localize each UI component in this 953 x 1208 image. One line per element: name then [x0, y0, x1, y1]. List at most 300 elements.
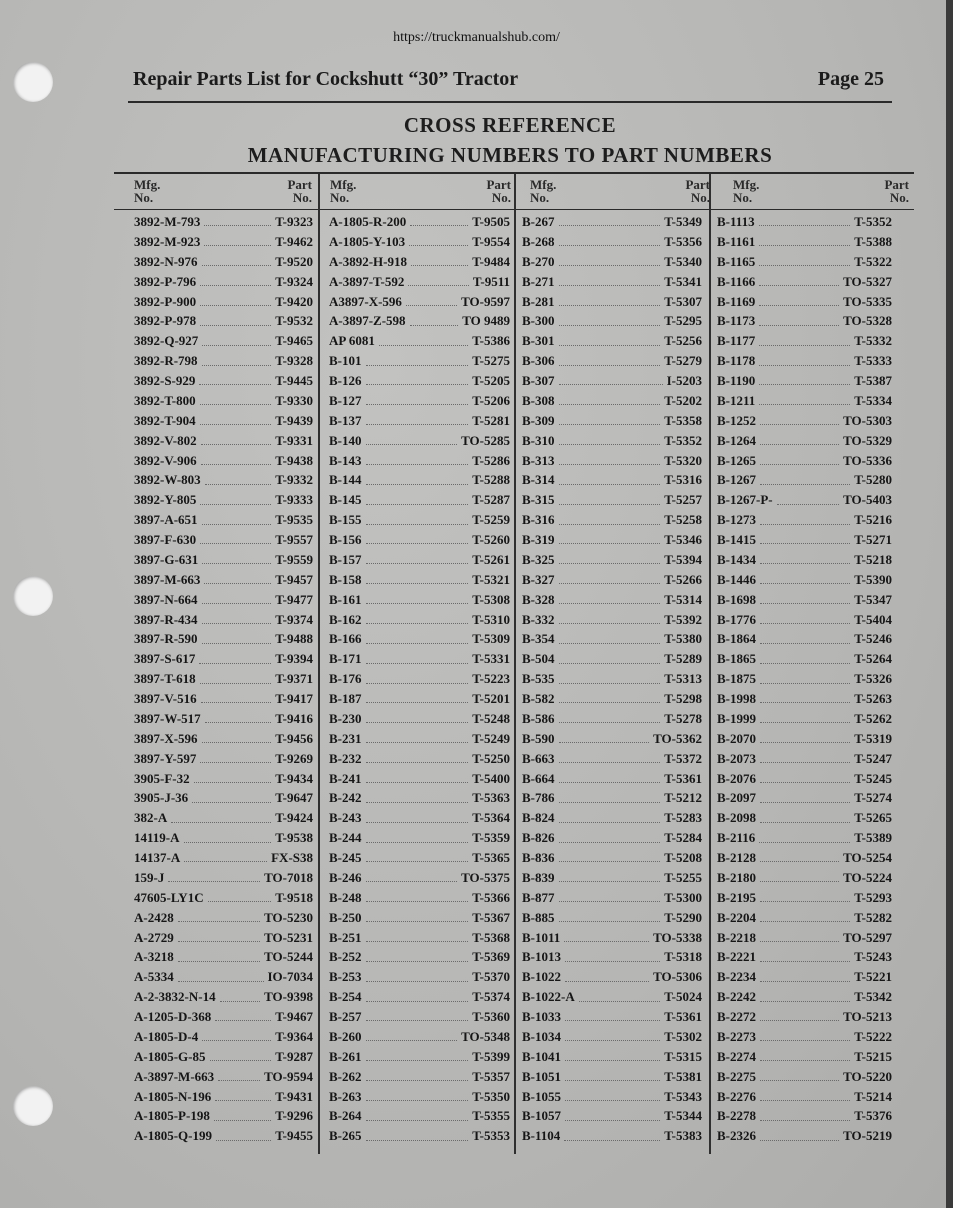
mfg-number: 3897-N-664 [134, 591, 198, 607]
part-number: T-5380 [664, 631, 702, 647]
table-row [329, 470, 510, 490]
header-rule [128, 101, 892, 103]
dot-leader [760, 802, 850, 803]
mfg-number: 3892-N-976 [134, 253, 198, 269]
dot-leader [559, 285, 661, 286]
mfg-number: A-5334 [134, 969, 174, 985]
part-number: T-5314 [664, 591, 702, 607]
table-row [522, 987, 702, 1007]
dot-leader [408, 285, 469, 286]
part-number: T-5365 [472, 850, 510, 865]
mfg-number: 3892-W-803 [134, 472, 201, 488]
dot-leader [366, 802, 469, 803]
table-row [134, 947, 313, 967]
dot-leader [777, 504, 840, 505]
part-number: T-5350 [472, 1088, 510, 1104]
dot-leader [366, 524, 469, 525]
table-row [329, 212, 510, 232]
table-row [522, 311, 702, 331]
table-row [329, 828, 510, 848]
part-number: T-9331 [275, 432, 313, 448]
dot-leader [760, 722, 850, 723]
table-row [134, 1126, 313, 1146]
part-number: T-5369 [472, 949, 510, 965]
dot-leader [366, 1060, 469, 1061]
part-number: T-5308 [472, 591, 510, 607]
dot-leader [759, 325, 839, 326]
part-number: T-9269 [275, 750, 313, 766]
table-row [522, 808, 702, 828]
table-row [717, 1126, 892, 1146]
part-number: T-5309 [472, 631, 510, 647]
table-row [329, 1027, 510, 1047]
part-number: T-5247 [854, 750, 892, 766]
table-row [717, 828, 892, 848]
mfg-number: B-306 [522, 353, 555, 369]
dot-leader [565, 1040, 660, 1041]
part-number: T-5205 [472, 373, 510, 388]
mfg-number: B-248 [329, 889, 362, 905]
table-row [329, 510, 510, 530]
dot-leader [366, 365, 469, 366]
mfg-number: B-2276 [717, 1088, 756, 1104]
mfg-number: A-1805-D-4 [134, 1028, 199, 1044]
part-number: TO-5338 [653, 929, 702, 945]
table-row [329, 1007, 510, 1027]
mfg-number: B-1041 [522, 1048, 561, 1064]
table-row [717, 788, 892, 808]
dot-leader [410, 325, 459, 326]
mfg-number: B-535 [522, 671, 555, 687]
part-number: T-5281 [472, 412, 510, 428]
table-row [717, 550, 892, 570]
mfg-number: B-101 [329, 353, 362, 369]
part-number: T-5334 [854, 392, 892, 408]
column-divider [709, 174, 711, 1154]
part-number: T-9457 [275, 571, 313, 587]
part-number: T-5361 [664, 770, 702, 786]
mfg-number: A-1205-D-368 [134, 1009, 212, 1024]
part-number: T-5214 [854, 1088, 892, 1104]
part-number: T-5250 [472, 750, 510, 766]
dot-leader [760, 524, 850, 525]
part-label: Part [287, 177, 312, 192]
table-row [717, 292, 892, 312]
dot-leader [201, 464, 272, 465]
part-number: T-9394 [275, 651, 313, 667]
table-row [134, 828, 313, 848]
mfg-number: B-1267-P- [717, 492, 773, 508]
mfg-number: B-137 [329, 412, 362, 428]
part-number: T-5215 [854, 1048, 892, 1064]
dot-leader [760, 981, 850, 982]
mfg-number: 3892-T-800 [134, 392, 196, 408]
dot-leader [366, 1001, 469, 1002]
column-header [330, 178, 511, 208]
mfg-number: B-664 [522, 770, 555, 786]
dot-leader [410, 225, 468, 226]
mfg-number: B-2180 [717, 869, 756, 885]
mfg-number: B-836 [522, 850, 555, 865]
part-number: T-5024 [664, 989, 702, 1005]
part-number: T-5259 [472, 512, 510, 528]
dot-leader [565, 981, 649, 982]
table-row [329, 709, 510, 729]
dot-leader [760, 921, 850, 922]
dot-leader [411, 265, 468, 266]
dot-leader [559, 524, 661, 525]
dot-leader [366, 861, 469, 862]
part-number: T-5381 [664, 1068, 702, 1084]
mfg-number: B-1698 [717, 591, 756, 607]
dot-leader [759, 265, 850, 266]
mfg-number: B-2195 [717, 889, 756, 905]
part-number: T-5287 [472, 492, 510, 508]
part-number: T-5392 [664, 611, 702, 627]
dot-leader [579, 1001, 660, 1002]
part-number: IO-7034 [267, 969, 313, 985]
dot-leader [759, 305, 839, 306]
table-row [717, 888, 892, 908]
mfg-number: B-1051 [522, 1068, 561, 1084]
table-row [717, 669, 892, 689]
section-subtitle: MANUFACTURING NUMBERS TO PART NUMBERS [247, 143, 773, 167]
part-number: T-5342 [854, 989, 892, 1005]
table-row [522, 908, 702, 928]
part-number: T-5320 [664, 452, 702, 468]
part-number: T-5222 [854, 1028, 892, 1044]
table-row [134, 252, 313, 272]
table-row [134, 510, 313, 530]
mfg-number: B-2098 [717, 810, 756, 826]
part-number: T-5275 [472, 353, 510, 369]
mfg-number: B-1998 [717, 691, 756, 706]
part-number: T-5344 [664, 1108, 702, 1124]
cross-ref-column-4 [717, 212, 892, 1146]
table-row [329, 451, 510, 471]
table-row [329, 729, 510, 749]
part-number: T-9559 [275, 551, 313, 567]
dot-leader [366, 742, 469, 743]
dot-leader [760, 1140, 839, 1141]
part-number: TO-5335 [843, 293, 892, 309]
dot-leader [366, 1020, 469, 1021]
mfg-number: B-1033 [522, 1009, 561, 1024]
mfg-number: A3897-X-596 [329, 293, 402, 309]
mfg-no-label: No. [330, 190, 350, 205]
mfg-number: 3897-S-617 [134, 651, 196, 667]
table-row [522, 788, 702, 808]
part-number: T-5383 [664, 1128, 702, 1144]
dot-leader [760, 1040, 850, 1041]
mfg-number: 3892-P-900 [134, 293, 197, 309]
part-number: T-5282 [854, 909, 892, 925]
table-row [329, 292, 510, 312]
part-number: T-5274 [854, 790, 892, 806]
mfg-number: 3892-P-978 [134, 313, 197, 329]
table-row [134, 967, 313, 987]
dot-leader [559, 901, 661, 902]
mfg-number: B-1273 [717, 512, 756, 528]
mfg-number: 3905-J-36 [134, 790, 189, 806]
mfg-number: B-2274 [717, 1048, 756, 1064]
mfg-number: 3897-W-517 [134, 710, 201, 726]
table-row [522, 888, 702, 908]
dot-leader [184, 842, 272, 843]
table-row [522, 212, 702, 232]
part-number: T-5347 [854, 591, 892, 607]
mfg-number: B-156 [329, 532, 362, 547]
part-number: T-5346 [664, 532, 702, 547]
table-row [329, 252, 510, 272]
table-row [522, 1047, 702, 1067]
table-row [134, 311, 313, 331]
mfg-number: B-244 [329, 830, 362, 846]
table-row [717, 987, 892, 1007]
table-row [134, 987, 313, 1007]
dot-leader [366, 583, 469, 584]
mfg-number: B-332 [522, 611, 555, 627]
table-row [134, 888, 313, 908]
mfg-number: B-243 [329, 810, 362, 826]
mfg-number: A-1805-N-196 [134, 1088, 212, 1104]
dot-leader [366, 901, 469, 902]
dot-leader [565, 1120, 660, 1121]
part-number: T-5358 [664, 412, 702, 428]
part-number: T-5262 [854, 710, 892, 726]
dot-leader [760, 623, 850, 624]
table-row [717, 431, 892, 451]
dot-leader [564, 1140, 660, 1141]
part-number: T-5223 [472, 671, 510, 687]
table-row [329, 371, 510, 391]
part-number: T-9416 [275, 710, 313, 726]
table-row [717, 629, 892, 649]
dot-leader [559, 305, 661, 306]
table-row [329, 669, 510, 689]
mfg-no-label: No. [134, 190, 154, 205]
mfg-number: B-265 [329, 1128, 362, 1144]
table-row [329, 649, 510, 669]
table-row [717, 470, 892, 490]
mfg-number: B-230 [329, 710, 362, 726]
dot-leader [760, 1060, 850, 1061]
part-no-label: No. [292, 190, 312, 205]
part-number: T-5313 [664, 671, 702, 687]
mfg-number: B-826 [522, 830, 555, 846]
mfg-number: B-2218 [717, 929, 756, 945]
table-row [329, 411, 510, 431]
mfg-number: B-354 [522, 631, 555, 647]
dot-leader [559, 822, 661, 823]
dot-leader [184, 861, 267, 862]
table-row [134, 610, 313, 630]
table-row [522, 610, 702, 630]
source-url[interactable]: https://truckmanualshub.com/ [393, 30, 560, 45]
dot-leader [559, 444, 661, 445]
mfg-number: B-1057 [522, 1108, 561, 1124]
table-row [134, 570, 313, 590]
table-row [134, 1047, 313, 1067]
dot-leader [214, 1120, 271, 1121]
part-number: T-9538 [275, 830, 313, 846]
mfg-number: B-1022-A [522, 989, 575, 1005]
part-number: T-9518 [275, 889, 313, 905]
dot-leader [760, 762, 850, 763]
part-number: T-5343 [664, 1088, 702, 1104]
dot-leader [409, 245, 468, 246]
mfg-number: 3897-R-590 [134, 631, 198, 647]
part-number: T-9330 [275, 392, 313, 408]
part-number: T-5206 [472, 392, 510, 408]
mfg-number: A-1805-Q-199 [134, 1128, 212, 1144]
dot-leader [759, 225, 851, 226]
table-row [329, 689, 510, 709]
mfg-number: B-301 [522, 333, 555, 349]
table-row [522, 570, 702, 590]
part-number: T-9323 [275, 214, 313, 229]
table-row [717, 590, 892, 610]
table-row [717, 212, 892, 232]
dot-leader [202, 524, 272, 525]
table-row [329, 788, 510, 808]
part-number: T-5315 [664, 1048, 702, 1064]
table-row [522, 868, 702, 888]
dot-leader [202, 563, 271, 564]
mfg-number: B-1211 [717, 392, 756, 408]
dot-leader [559, 464, 661, 465]
part-number: TO-7018 [264, 869, 313, 885]
part-number: TO-5254 [843, 850, 892, 865]
part-number: T-9420 [275, 293, 313, 309]
table-row [522, 828, 702, 848]
column-divider [318, 174, 320, 1154]
table-row [522, 649, 702, 669]
mfg-label: Mfg. [330, 177, 357, 192]
table-row [134, 1007, 313, 1027]
dot-leader [366, 643, 469, 644]
table-row [329, 490, 510, 510]
part-number: T-9324 [275, 273, 313, 289]
table-row [717, 331, 892, 351]
part-number: T-5363 [472, 790, 510, 806]
part-number: T-5265 [854, 810, 892, 826]
dot-leader [565, 1080, 660, 1081]
dot-leader [559, 345, 661, 346]
part-number: T-5266 [664, 571, 702, 587]
dot-leader [205, 722, 272, 723]
part-number: T-9439 [275, 412, 313, 428]
table-row [134, 550, 313, 570]
table-row [329, 928, 510, 948]
table-row [717, 411, 892, 431]
part-number: T-5264 [854, 651, 892, 667]
mfg-number: B-2204 [717, 909, 756, 925]
dot-leader [559, 424, 661, 425]
table-row [329, 272, 510, 292]
part-number: TO-5224 [843, 869, 892, 885]
part-number: T-9332 [275, 472, 313, 488]
part-number: T-5341 [664, 273, 702, 289]
dot-leader [559, 722, 661, 723]
mfg-number: B-1265 [717, 452, 756, 468]
table-row [134, 868, 313, 888]
part-number: T-5283 [664, 810, 702, 826]
mfg-number: 3892-P-796 [134, 273, 197, 289]
part-number: T-5258 [664, 512, 702, 528]
dot-leader [366, 543, 469, 544]
mfg-number: B-504 [522, 651, 555, 667]
dot-leader [559, 583, 661, 584]
mfg-number: 3892-Y-805 [134, 492, 197, 508]
mfg-no-label: No. [733, 190, 753, 205]
table-row [329, 331, 510, 351]
part-number: T-5316 [664, 472, 702, 488]
table-row [134, 1106, 313, 1126]
mfg-number: B-264 [329, 1108, 362, 1124]
mfg-number: B-590 [522, 730, 555, 746]
mfg-number: A-2428 [134, 909, 174, 925]
mfg-number: 3892-T-904 [134, 412, 196, 428]
part-number: T-5361 [664, 1009, 702, 1024]
dot-leader [366, 822, 469, 823]
table-row [717, 451, 892, 471]
dot-leader [559, 265, 661, 266]
table-row [134, 769, 313, 789]
mfg-number: B-166 [329, 631, 362, 647]
mfg-number: B-1264 [717, 432, 756, 448]
table-row [522, 451, 702, 471]
part-number: TO-5285 [461, 432, 510, 448]
table-row [717, 530, 892, 550]
column-header [530, 178, 710, 208]
mfg-number: B-1161 [717, 233, 756, 249]
dot-leader [760, 901, 850, 902]
table-row [134, 689, 313, 709]
mfg-number: B-2128 [717, 850, 756, 865]
dot-leader [366, 921, 469, 922]
page-header-title: Repair Parts List for Cockshutt “30” Tractor [133, 68, 519, 90]
dot-leader [202, 1040, 271, 1041]
mfg-number: B-1252 [717, 412, 756, 428]
mfg-number: B-1875 [717, 671, 756, 687]
dot-leader [559, 504, 661, 505]
mfg-number: 3897-T-618 [134, 671, 196, 687]
table-row [134, 1067, 313, 1087]
dot-leader [366, 881, 458, 882]
part-number: TO 9489 [462, 313, 510, 329]
mfg-number: B-241 [329, 770, 362, 786]
dot-leader [760, 484, 850, 485]
mfg-number: B-251 [329, 929, 362, 945]
table-row [134, 351, 313, 371]
dot-leader [559, 484, 661, 485]
dot-leader [178, 921, 260, 922]
dot-leader [200, 543, 271, 544]
mfg-number: B-315 [522, 492, 555, 508]
part-number: T-5389 [854, 830, 892, 846]
dot-leader [760, 742, 850, 743]
table-row [134, 649, 313, 669]
table-row [717, 689, 892, 709]
table-row [717, 967, 892, 987]
table-row [134, 530, 313, 550]
table-row [329, 888, 510, 908]
part-number: T-5353 [472, 1128, 510, 1144]
part-number: I-5203 [666, 373, 702, 388]
table-row [717, 1007, 892, 1027]
dot-leader [760, 1080, 839, 1081]
